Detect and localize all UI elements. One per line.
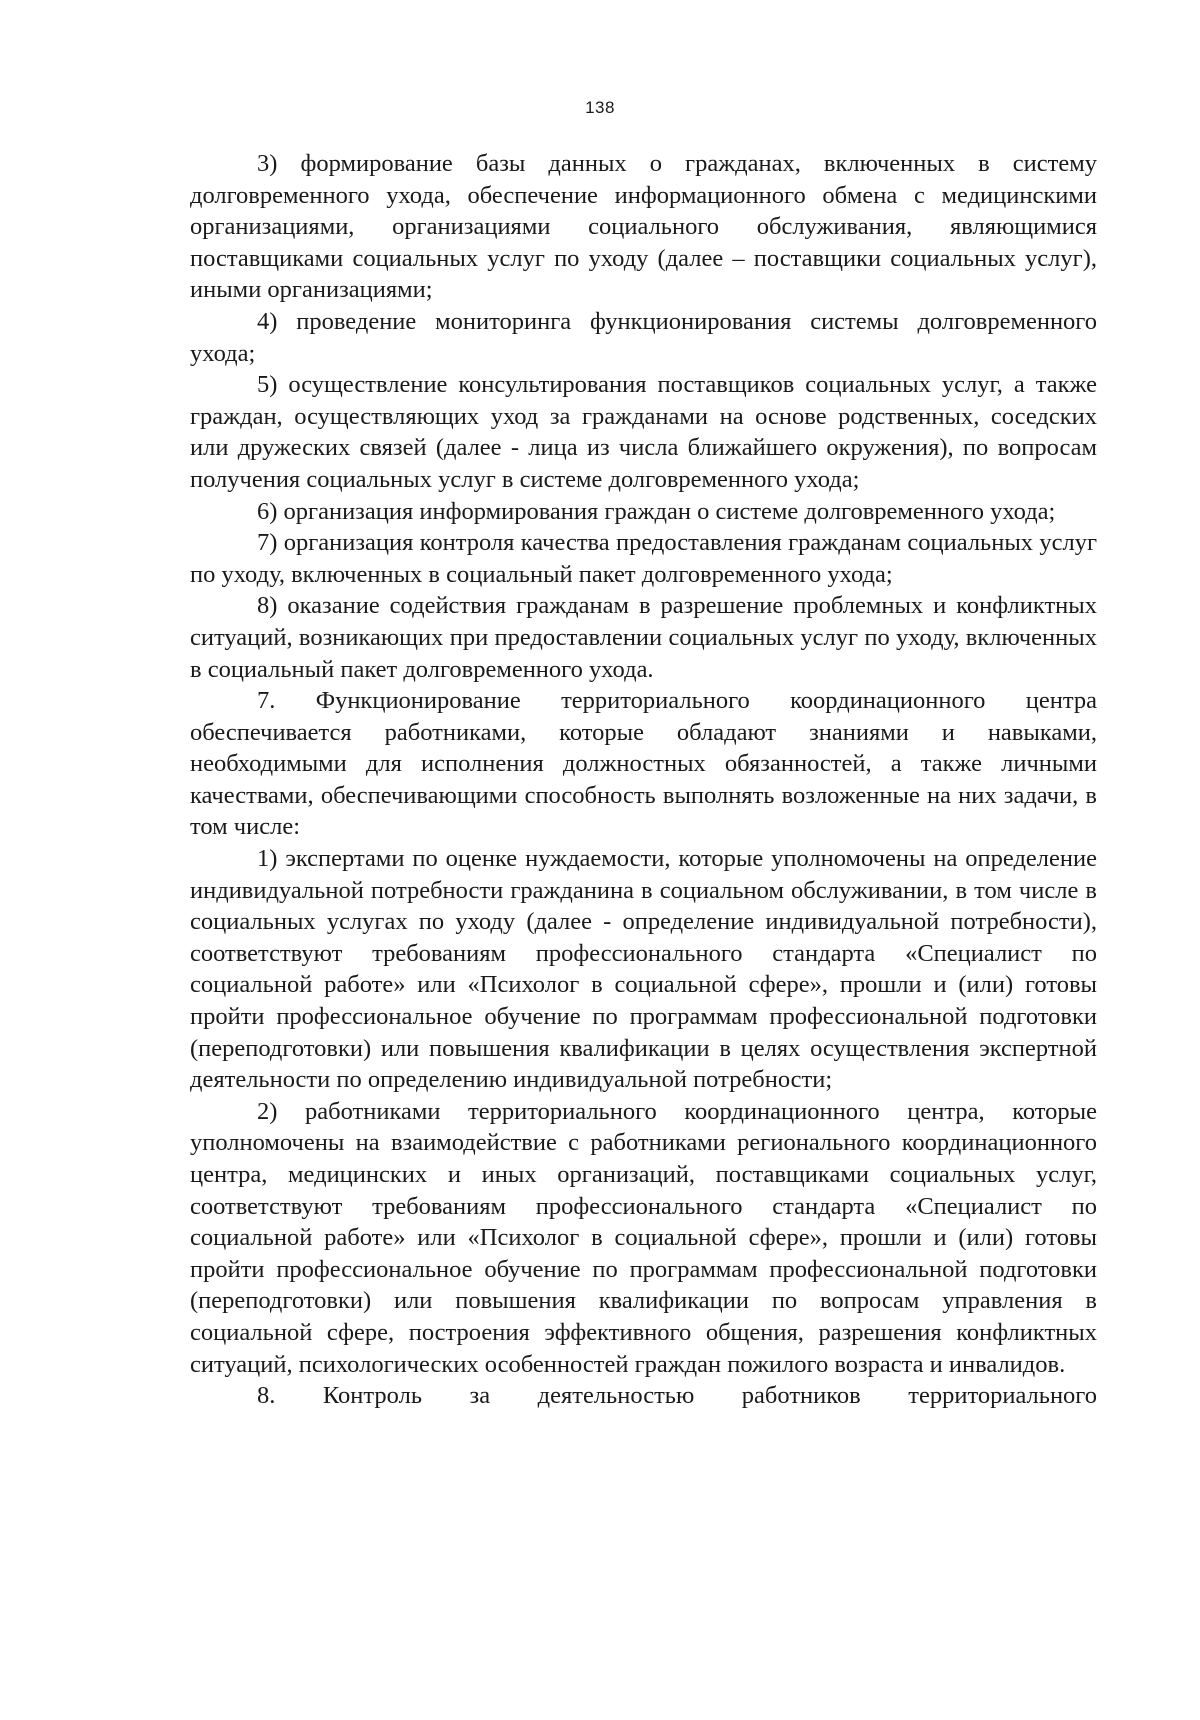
paragraph-3-database: 3) формирование базы данных о гражданах, включенных в систему долговременного ухода, обеспечение информационного обмена с медицинскими организациями, организациями социального обслуживания, являющимися поставщиками социальных услуг по уходу (далее – поставщики социальных услуг), иными организациями; xyxy=(190,150,1097,304)
paragraph-4-monitoring: 4) проведение мониторинга функционирования системы долговременного ухода; xyxy=(190,307,1097,367)
section-8-control: 8. Контроль за деятельностью работников территориального xyxy=(257,1382,1097,1410)
document-body xyxy=(190,148,1097,1412)
paragraph-5-consulting: 5) осуществление консультирования поставщиков социальных услуг, а также граждан, осуществляющих уход за гражданами на основе родственных, соседских или дружеских связей (далее - лица из числа ближайшего окружения), по вопросам получения социальных услуг в системе долговременного ухода; xyxy=(190,371,1097,493)
section-7-staffing: 7. Функционирование территориального координационного центра обеспечивается работниками, которые обладают знаниями и навыками, необходимыми для исполнения должностных обязанностей, а также личными качествами, обеспечивающими способность выполнять возложенные на них задачи, в том числе: xyxy=(190,687,1097,841)
paragraph-1-experts: 1) экспертами по оценке нуждаемости, которые уполномочены на определение индивидуальной потребности гражданина в социальном обслуживании, в том числе в социальных услугах по уходу (далее - определение индивидуальной потребности), соответствуют требованиям профессионального стандарта «Специалист по социальной работе» или «Психолог в социальной сфере», прошли и (или) готовы пройти профессиональное обучение по программам профессиональной подготовки (переподготовки) или повышения квалификации в целях осуществления экспертной деятельности по определению индивидуальной потребности; xyxy=(190,845,1097,1094)
paragraph-7-quality-control: 7) организация контроля качества предоставления гражданам социальных услуг по уходу, включенных в социальный пакет долговременного ухода; xyxy=(190,529,1097,588)
paragraph-2-workers: 2) работниками территориального координационного центра, которые уполномочены на взаимодействие с работниками регионального координационного центра, медицинских и иных организаций, поставщиками социальных услуг, соответствуют требованиям профессионального стандарта «Специалист по социальной работе» или «Психолог в социальной сфере», прошли и (или) готовы пройти профессиональное обучение по программам профессиональной подготовки (переподготовки) или повышения квалификации по вопросам управления в социальной сфере, построения эффективного общения, разрешения конфликтных ситуаций, психологических особенностей граждан пожилого возраста и инвалидов. xyxy=(190,1097,1097,1378)
page-number: 138 xyxy=(585,98,615,117)
paragraph-8-assistance: 8) оказание содействия гражданам в разрешение проблемных и конфликтных ситуаций, возникающих при предоставлении социальных услуг по уходу, включенных в социальный пакет долговременного ухода. xyxy=(190,592,1097,683)
paragraph-6-informing: 6) организация информирования граждан о системе долговременного ухода; xyxy=(257,497,1056,525)
